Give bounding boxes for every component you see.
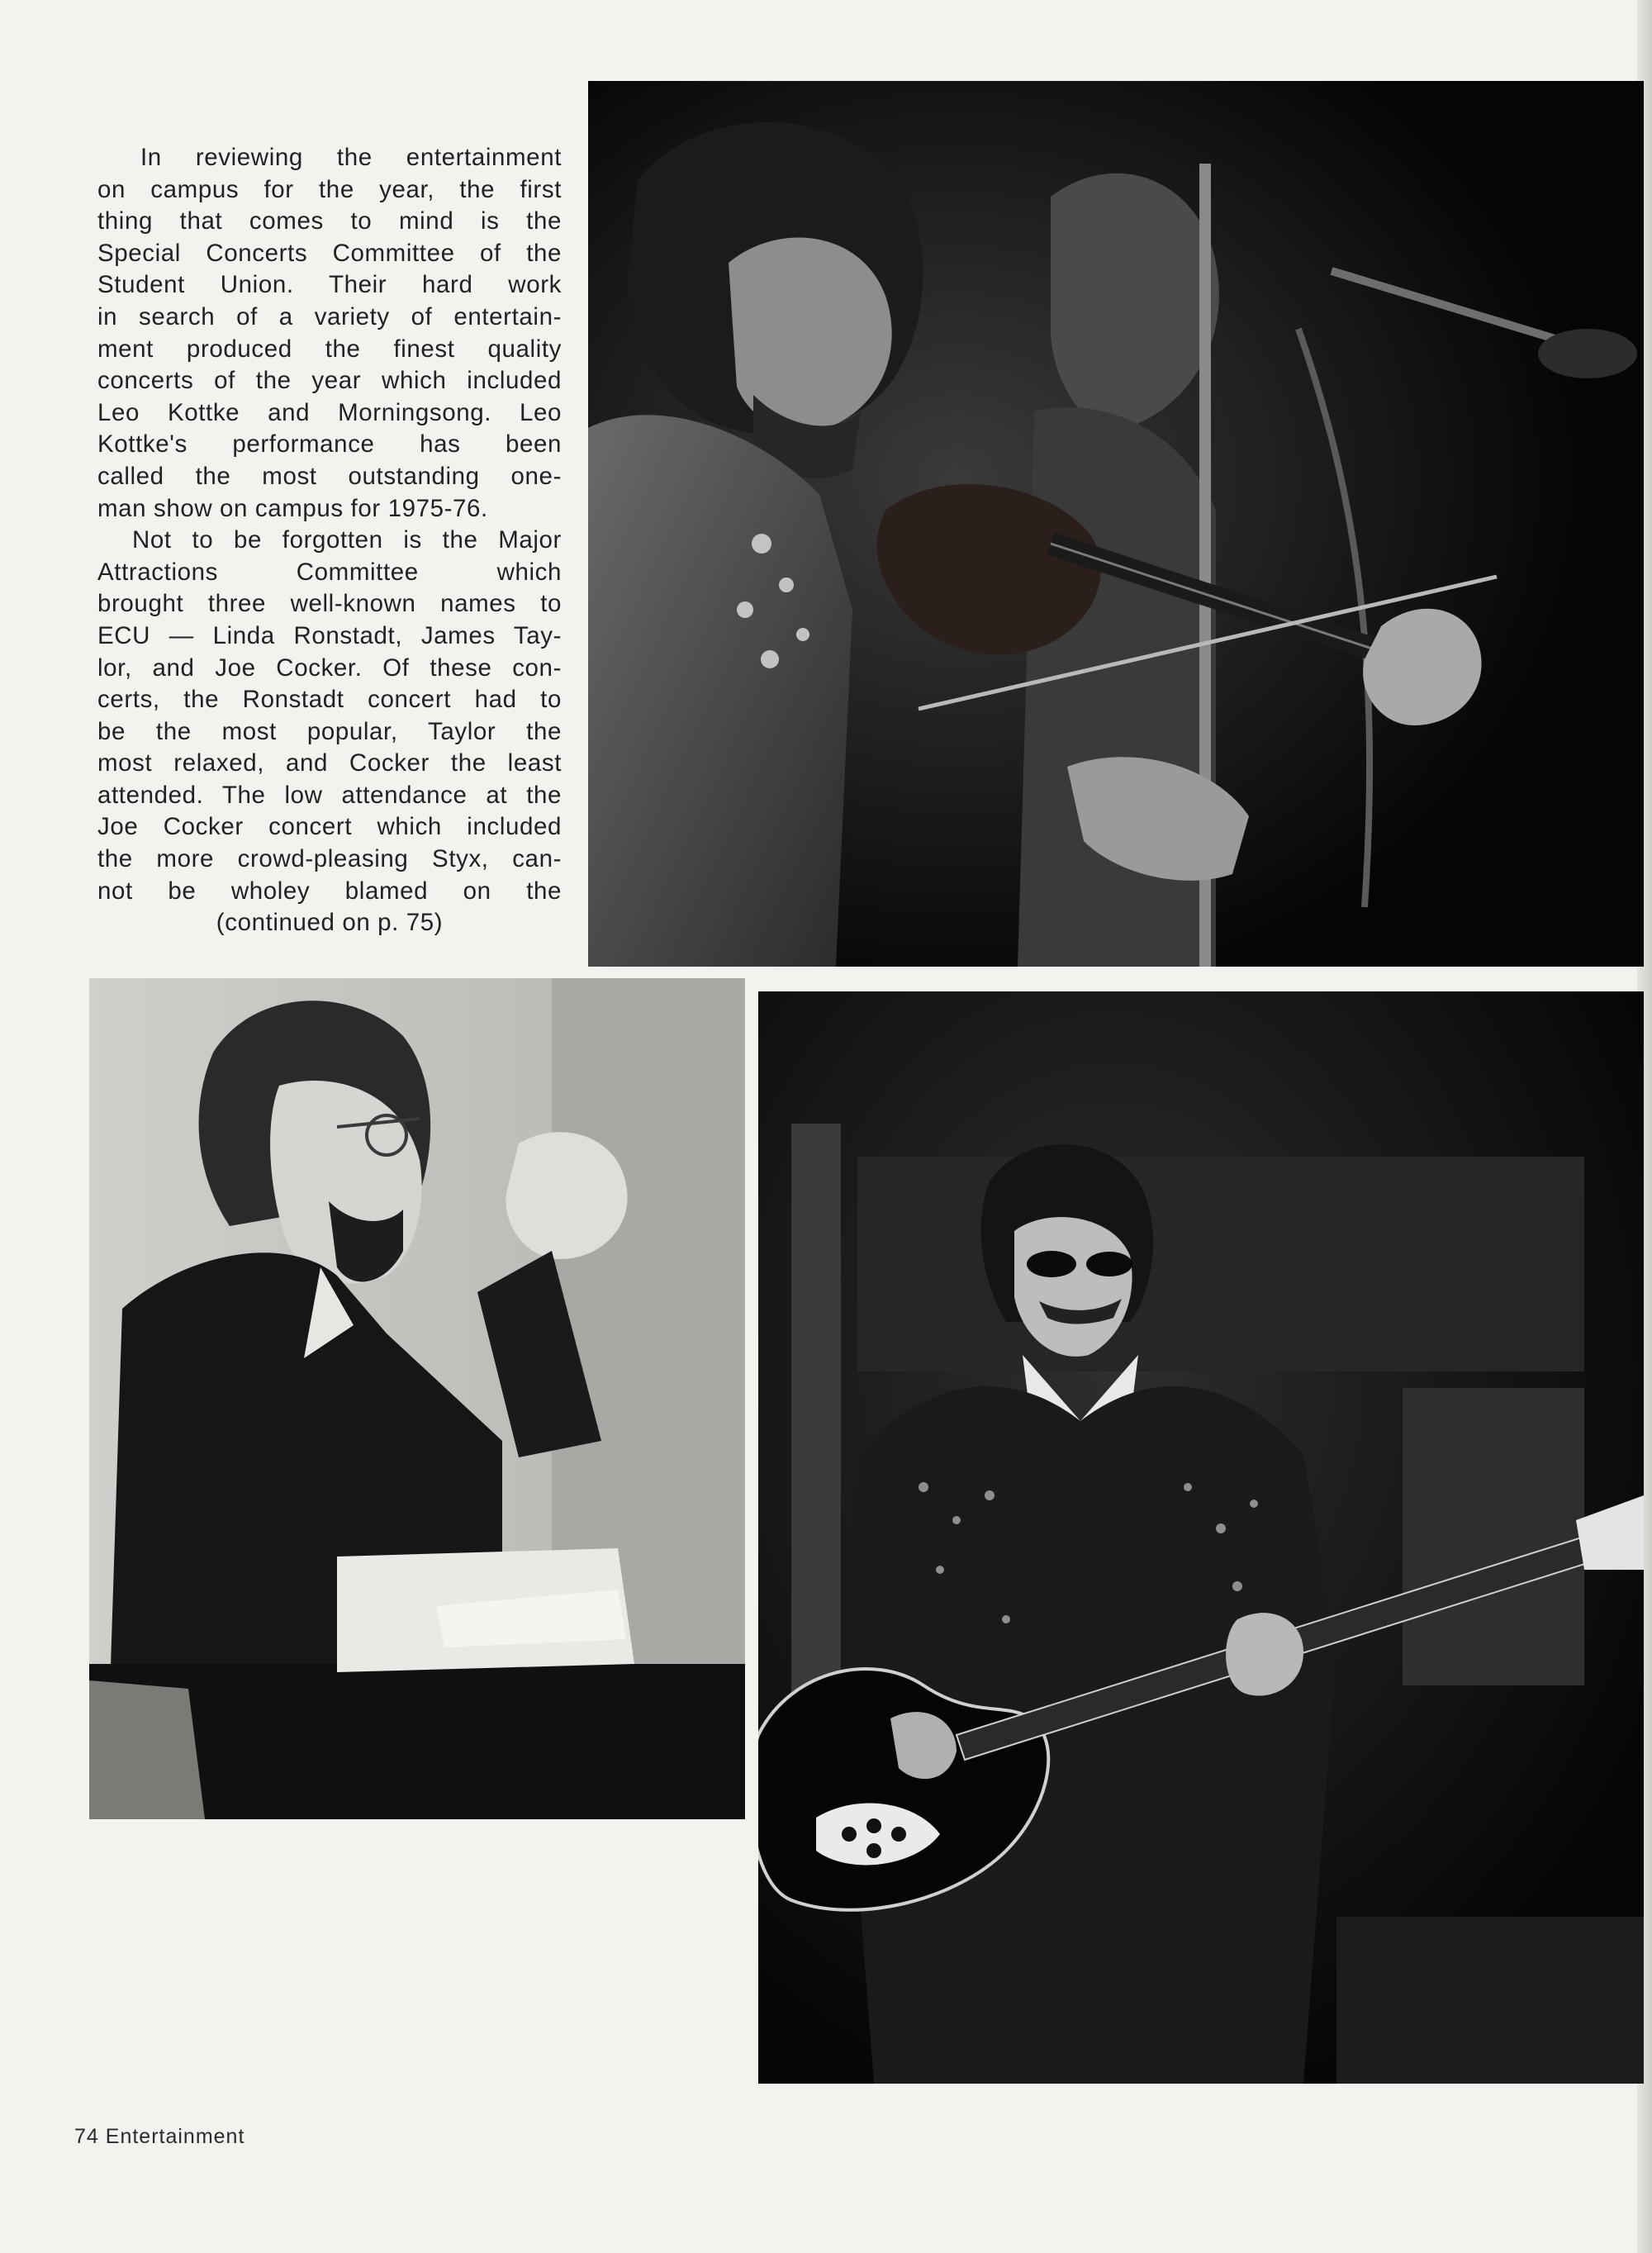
article-line: certs, the Ronstadt concert had to bbox=[97, 686, 562, 714]
article-line: Attractions Committee which bbox=[97, 558, 562, 586]
photo-speaker bbox=[89, 978, 745, 1819]
article-line: Student Union. Their hard work bbox=[97, 271, 562, 299]
article-line: the more crowd-pleasing Styx, can- bbox=[97, 845, 562, 873]
article-line: ECU — Linda Ronstadt, James Tay- bbox=[97, 621, 562, 649]
article-line: most relaxed, and Cocker the least bbox=[97, 749, 562, 777]
article-line: concerts of the year which included bbox=[97, 367, 562, 395]
article-line: In reviewing the entertainment bbox=[140, 144, 562, 171]
article-line: not be wholey blamed on the bbox=[97, 877, 562, 905]
article-line: Kottke's performance has been bbox=[97, 430, 562, 459]
article-line: Not to be forgotten is the Major bbox=[132, 526, 562, 554]
article-line: attended. The low attendance at the bbox=[97, 781, 562, 809]
article-line: Leo Kottke and Morningsong. Leo bbox=[97, 398, 562, 426]
article-line: thing that comes to mind is the bbox=[97, 207, 562, 235]
photo-bassist bbox=[758, 991, 1644, 2084]
article-line: ment produced the finest quality bbox=[97, 335, 562, 363]
article-line: be the most popular, Taylor the bbox=[97, 717, 562, 745]
article-line: brought three well-known names to bbox=[97, 590, 562, 618]
photo-violinist bbox=[588, 81, 1644, 967]
section-name: Entertainment bbox=[105, 2125, 245, 2148]
article-text bbox=[97, 142, 562, 939]
article-line: in search of a variety of entertain- bbox=[97, 302, 562, 330]
article-line: man show on campus for 1975-76. bbox=[97, 494, 488, 522]
page-folio bbox=[74, 2125, 244, 2149]
continued-note: (continued on p. 75) bbox=[216, 909, 444, 937]
article-line: Special Concerts Committee of the bbox=[97, 239, 562, 267]
article-line: on campus for the year, the first bbox=[97, 175, 562, 203]
page-number: 74 bbox=[74, 2125, 99, 2148]
article-line: called the most outstanding one- bbox=[97, 462, 562, 490]
article-line: Joe Cocker concert which included bbox=[97, 813, 562, 841]
article-line: lor, and Joe Cocker. Of these con- bbox=[97, 654, 562, 682]
